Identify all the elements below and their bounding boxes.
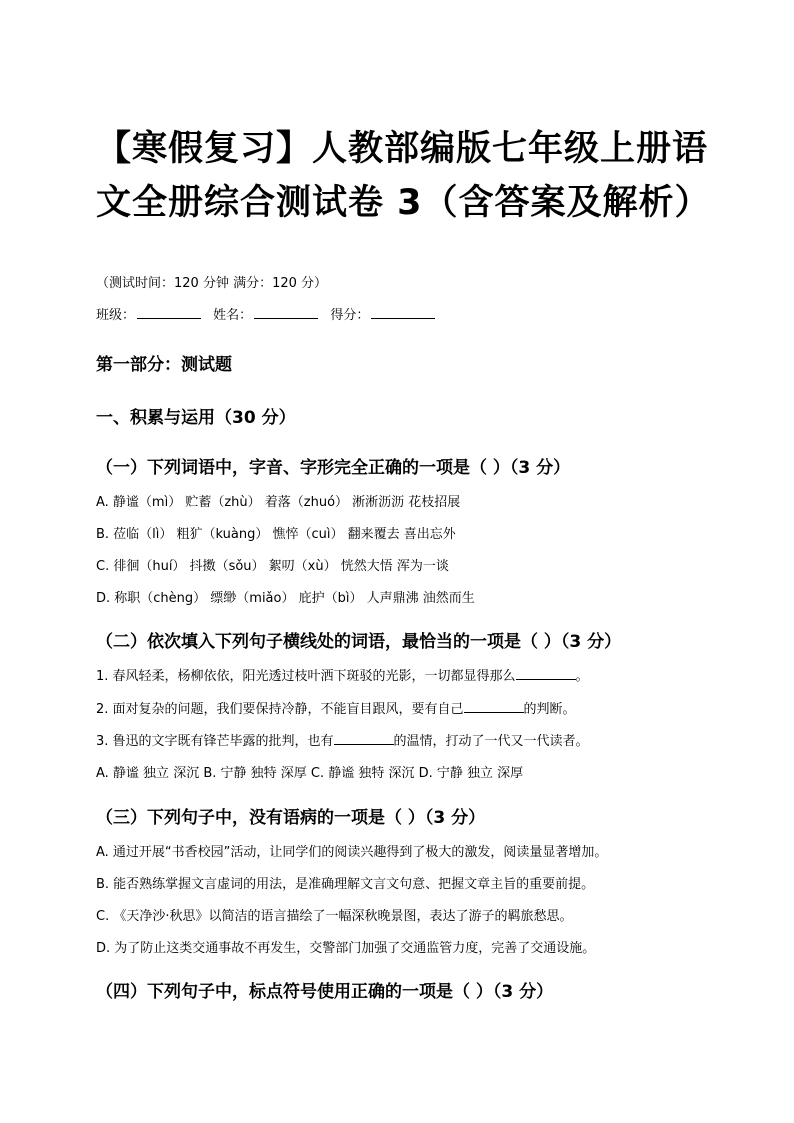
question-2-options: A. 静谧 独立 深沉 B. 宁静 独特 深厚 C. 静谧 独特 深沉 D. 宁静 独立 深厚 [96, 766, 524, 781]
question-3-option-a: A. 通过开展“书香校园”活动，让同学们的阅读兴趣得到了极大的激发，阅读量显著增加。 [96, 845, 608, 860]
name-blank [254, 306, 318, 319]
title-line-2: 文全册综合测试卷 3（含答案及解析） [96, 183, 711, 223]
score-label: 得分： [330, 308, 370, 323]
question-1-option-b: B. 莅临（lì） 粗犷（kuàng） 憔悴（cuì） 翻来覆去 喜出忘外 [96, 527, 456, 542]
test-time-info: （测试时间：120 分钟 满分：120 分） [96, 276, 328, 291]
document-title [96, 122, 716, 230]
class-label: 班级： [96, 308, 136, 323]
class-blank [137, 306, 201, 319]
question-1-option-a: A. 静谧（mì） 贮蓄（zhù） 着落（zhuó） 淅淅沥沥 花枝招展 [96, 495, 461, 510]
question-3-option-c: C. 《天净沙·秋思》以简洁的语言描绘了一幅深秋晚景图，表达了游子的羁旅愁思。 [96, 909, 573, 924]
title-line-1: 【寒假复习】人教部编版七年级上册语 [96, 129, 709, 169]
question-1-option-c: C. 徘徊（huí） 抖擞（sǒu） 絮叨（xù） 恍然大悟 浑为一谈 [96, 559, 449, 574]
sentence-3-end: 的温情，打动了一代又一代读者。 [393, 734, 589, 749]
student-info-row [96, 304, 443, 323]
question-2-sentence-2 [96, 698, 576, 717]
fill-blank [464, 700, 524, 713]
question-3-option-b: B. 能否熟练掌握文言虚词的用法，是准确理解文言文句意、把握文章主旨的重要前提。 [96, 877, 595, 892]
sentence-1-text: 1. 春风轻柔，杨柳依依，阳光透过枝叶洒下斑驳的光影，一切都显得那么 [96, 669, 516, 684]
name-label: 姓名： [213, 308, 253, 323]
question-2-sentence-1 [96, 665, 589, 684]
fill-blank [334, 732, 394, 745]
question-3-option-d: D. 为了防止这类交通事故不再发生，交警部门加强了交通监管力度，完善了交通设施。 [96, 941, 596, 956]
question-1-option-d: D. 称职（chèng） 缥缈（miǎo） 庇护（bì） 人声鼎沸 油然而生 [96, 591, 475, 606]
score-blank [371, 306, 435, 319]
part-heading: 第一部分：测试题 [96, 355, 232, 375]
sentence-3-text: 3. 鲁迅的文字既有锋芒毕露的批判，也有 [96, 734, 334, 749]
sentence-2-text: 2. 面对复杂的问题，我们要保持冷静，不能盲目跟风，要有自己 [96, 702, 464, 717]
fill-blank [516, 667, 576, 680]
question-3-heading: （三）下列句子中，没有语病的一项是（ ）（3 分） [96, 808, 486, 828]
sentence-1-end: 。 [575, 669, 589, 684]
question-2-sentence-3 [96, 730, 589, 749]
question-2-heading: （二）依次填入下列句子横线处的词语，最恰当的一项是（ ）（3 分） [96, 632, 622, 652]
question-4-heading: （四）下列句子中，标点符号使用正确的一项是（ ）（3 分） [96, 982, 554, 1002]
question-1-heading: （一）下列词语中，字音、字形完全正确的一项是（ ）（3 分） [96, 458, 571, 478]
section-heading: 一、积累与运用（30 分） [96, 408, 296, 428]
sentence-2-end: 的判断。 [523, 702, 576, 717]
